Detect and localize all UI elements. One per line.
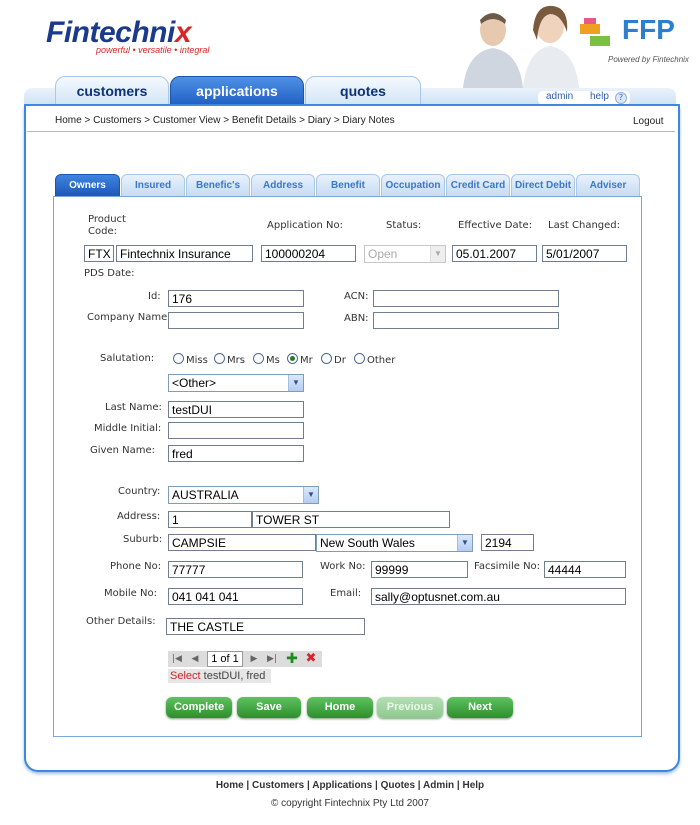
next-record-icon[interactable]: ▶ — [250, 654, 258, 664]
first-record-icon[interactable]: |◀ — [172, 654, 182, 664]
id-label: Id: — [148, 291, 161, 302]
fintechnix-logo: Fintechnix — [46, 16, 192, 49]
save-button[interactable]: Save — [237, 697, 301, 718]
address-number-field[interactable]: 1 — [168, 511, 252, 528]
application-no-field[interactable]: 100000204 — [261, 245, 356, 262]
other-salutation-value: <Other> — [172, 376, 217, 390]
last-record-icon[interactable]: ▶| — [267, 654, 277, 664]
next-button[interactable]: Next — [447, 697, 513, 718]
fax-field[interactable]: 44444 — [544, 561, 626, 578]
suburb-label: Suburb: — [123, 534, 163, 545]
salutation-dr[interactable]: Dr — [321, 353, 346, 366]
product-code-label: Product Code: — [88, 214, 126, 237]
last-name-field[interactable]: testDUI — [168, 401, 304, 418]
home-button[interactable]: Home — [307, 697, 373, 718]
radio-icon — [253, 353, 264, 364]
ffp-logo-text: FFP — [622, 14, 675, 45]
record-position: 1 of 1 — [207, 651, 243, 667]
other-details-field[interactable]: THE CASTLE — [166, 618, 365, 635]
product-code-field[interactable]: FTX — [84, 245, 114, 262]
salutation-ms[interactable]: Ms — [253, 353, 280, 366]
status-select — [364, 245, 446, 263]
salutation-mrs[interactable]: Mrs — [214, 353, 245, 366]
country-value: AUSTRALIA — [172, 488, 239, 502]
mobile-field[interactable]: 041 041 041 — [168, 588, 303, 605]
radio-icon — [354, 353, 365, 364]
other-details-label: Other Details: — [86, 616, 156, 627]
given-name-field[interactable]: fred — [168, 445, 304, 462]
radio-icon — [321, 353, 332, 364]
delete-icon[interactable]: ✖ — [305, 651, 317, 666]
address-label: Address: — [117, 511, 161, 522]
company-name-label: Company Name — [87, 312, 168, 323]
effective-date-label: Effective Date: — [458, 220, 533, 231]
id-field[interactable]: 176 — [168, 290, 304, 307]
work-label: Work No: — [320, 561, 366, 572]
divider — [27, 131, 675, 132]
effective-date-field[interactable]: 05.01.2007 — [452, 245, 537, 262]
middle-initial-field[interactable] — [168, 422, 304, 439]
fax-label: Facsimile No: — [474, 561, 541, 572]
footer-links[interactable]: Home | Customers | Applications | Quotes | Admin | Help — [215, 780, 485, 791]
abn-label: ABN: — [344, 313, 369, 324]
tagline: powerful • versatile • integral — [96, 45, 210, 55]
state-value: New South Wales — [320, 536, 415, 550]
previous-button: Previous — [377, 697, 443, 718]
radio-icon — [214, 353, 225, 364]
salutation-miss[interactable]: Miss — [173, 353, 208, 366]
email-field[interactable]: sally@optusnet.com.au — [371, 588, 626, 605]
tab-applications[interactable]: applications — [170, 76, 304, 108]
given-name-label: Given Name: — [90, 445, 155, 456]
country-label: Country: — [118, 486, 161, 497]
radio-checked-icon — [287, 353, 298, 364]
powered-by: Powered by Fintechnix — [608, 55, 689, 64]
company-name-field[interactable] — [168, 312, 304, 329]
product-name-field[interactable]: Fintechnix Insurance — [116, 245, 253, 262]
add-icon[interactable]: ✚ — [286, 651, 298, 667]
tab-customers[interactable]: customers — [55, 76, 169, 108]
other-salutation-select[interactable] — [168, 374, 304, 392]
salutation-label: Salutation: — [100, 353, 155, 364]
work-field[interactable]: 99999 — [371, 561, 468, 578]
email-label: Email: — [330, 588, 362, 599]
copyright: © copyright Fintechnix Pty Ltd 2007 — [270, 798, 429, 809]
tab-adviser[interactable]: Adviser — [576, 174, 640, 197]
tab-quotes[interactable]: quotes — [305, 76, 421, 108]
country-select[interactable] — [168, 486, 319, 504]
logout-link[interactable]: Logout — [633, 116, 664, 127]
chevron-down-icon: ▼ — [457, 535, 472, 551]
tab-occupation[interactable]: Occupation — [381, 174, 445, 197]
prev-record-icon[interactable]: ◀ — [191, 654, 199, 664]
address-street-field[interactable]: TOWER ST — [252, 511, 450, 528]
phone-field[interactable]: 77777 — [168, 561, 303, 578]
mobile-label: Mobile No: — [104, 588, 157, 599]
select-link[interactable]: Select — [170, 670, 201, 682]
salutation-other[interactable]: Other — [354, 353, 395, 366]
phone-label: Phone No: — [110, 561, 162, 572]
last-changed-label: Last Changed: — [548, 220, 621, 231]
pds-date-label: PDS Date: — [84, 268, 135, 279]
chevron-down-icon: ▼ — [430, 246, 445, 262]
tab-credit-card[interactable]: Credit Card — [446, 174, 510, 197]
record-select-row[interactable] — [168, 669, 271, 683]
chevron-down-icon: ▼ — [303, 487, 318, 503]
status-value: Open — [368, 247, 398, 261]
state-select[interactable] — [316, 534, 473, 552]
postcode-field[interactable]: 2194 — [481, 534, 534, 551]
salutation-mr[interactable]: Mr — [287, 353, 313, 366]
acn-field[interactable] — [373, 290, 559, 307]
complete-button[interactable]: Complete — [166, 697, 232, 718]
tab-owners[interactable]: Owners — [55, 174, 120, 197]
last-name-label: Last Name: — [105, 402, 162, 413]
selected-record: testDUI, fred — [203, 670, 266, 682]
middle-initial-label: Middle Initial: — [94, 423, 162, 434]
status-label: Status: — [386, 220, 422, 231]
tab-insured[interactable]: Insured — [121, 174, 185, 197]
tab-benefit[interactable]: Benefit — [316, 174, 380, 197]
tab-address[interactable]: Address — [251, 174, 315, 197]
tab-beneficiaries[interactable]: Benefic's — [186, 174, 250, 197]
last-changed-field[interactable]: 5/01/2007 — [542, 245, 627, 262]
breadcrumb[interactable]: Home > Customers > Customer View > Benefit Details > Diary > Diary Notes — [55, 115, 395, 126]
people-photo — [445, 0, 585, 88]
acn-label: ACN: — [344, 291, 369, 302]
suburb-field[interactable]: CAMPSIE — [168, 534, 316, 551]
admin-link[interactable]: admin — [546, 91, 574, 102]
help-link[interactable]: help — [590, 91, 609, 102]
help-icon[interactable]: ? — [615, 92, 627, 104]
abn-field[interactable] — [373, 312, 559, 329]
application-no-label: Application No: — [267, 220, 344, 231]
owners-panel — [53, 196, 642, 737]
chevron-down-icon: ▼ — [288, 375, 303, 391]
radio-icon — [173, 353, 184, 364]
tab-direct-debit[interactable]: Direct Debit — [511, 174, 575, 197]
